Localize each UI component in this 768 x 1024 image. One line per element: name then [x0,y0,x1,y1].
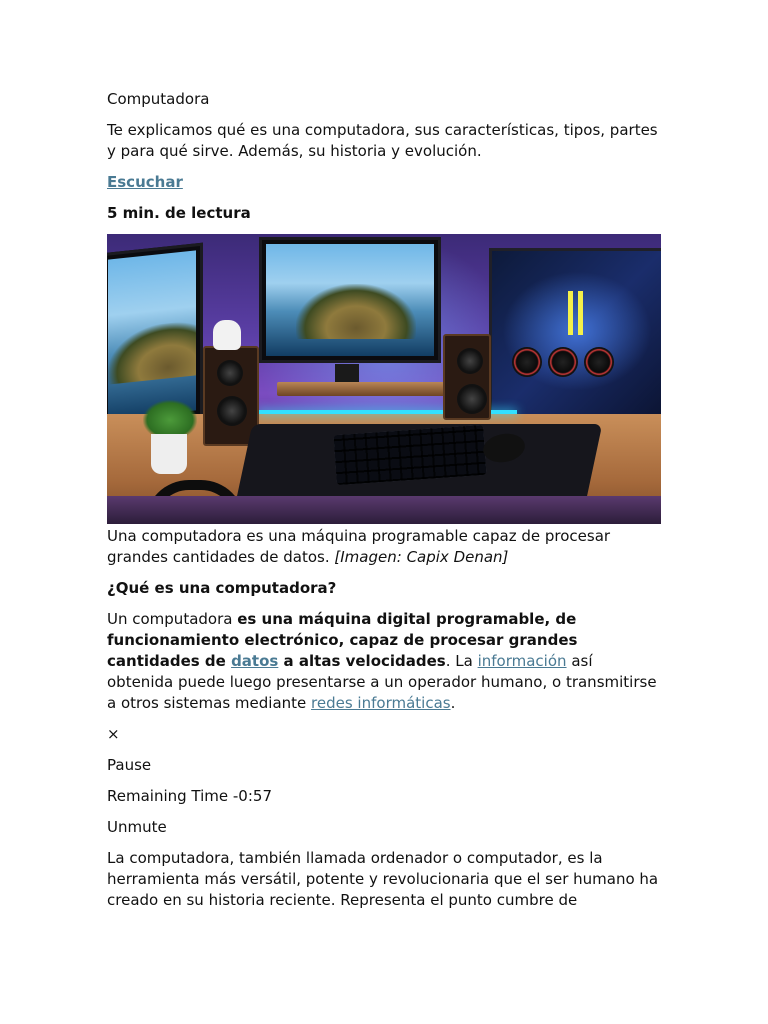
article-column [107,89,663,921]
keyboard [333,425,486,485]
datos-link[interactable]: datos [231,652,279,670]
listen-row [107,172,663,193]
video-close-button[interactable]: × [107,725,120,743]
video-pause-button[interactable]: Pause [107,756,152,774]
listen-link[interactable]: Escuchar [107,173,183,191]
video-unmute-button[interactable]: Unmute [107,818,167,836]
definition-text-2: . La [445,652,478,670]
main-monitor [259,237,441,363]
video-remaining-time: Remaining Time -0:57 [107,787,272,805]
hero-photo [107,234,661,524]
section-heading: ¿Qué es una computadora? [107,579,337,597]
photo-caption [107,526,663,568]
definition-text-4: . [450,694,456,712]
right-speaker [443,334,491,420]
photo-credit: [Imagen: Capix Denan] [334,548,509,566]
helmet-figure [213,320,241,350]
redes-informaticas-link[interactable]: redes informáticas [311,694,451,712]
definition-text-1: Un computadora [107,610,238,628]
definition-paragraph [107,609,663,714]
plant-pot [151,434,187,474]
definition-text-3: así obtenida puede luego presentarse a un operador humano, o transmitirse a otros sistemas mediante [107,652,657,712]
informacion-link[interactable]: información [477,652,567,670]
article-intro: Te explicamos qué es una computadora, sus características, tipos, partes y para qué sirve. Además, su historia y evolución. [107,121,658,160]
reading-time: 5 min. de lectura [107,204,251,222]
article-title: Computadora [107,90,210,108]
definition-bold-2: a altas velocidades [278,652,446,670]
pc-tower [489,248,661,424]
photo-caption-text: Una computadora es una máquina programable capaz de procesar grandes cantidades de datos. [107,527,611,566]
definition-bold-1: es una máquina digital programable, de funcionamiento electrónico, capaz de procesar grandes cantidades de [107,610,578,670]
body-paragraph: La computadora, también llamada ordenador o computador, es la herramienta más versátil, potente y revolucionaria que el ser humano ha creado en su historia reciente. Representa el punto cumbre de [107,849,659,909]
